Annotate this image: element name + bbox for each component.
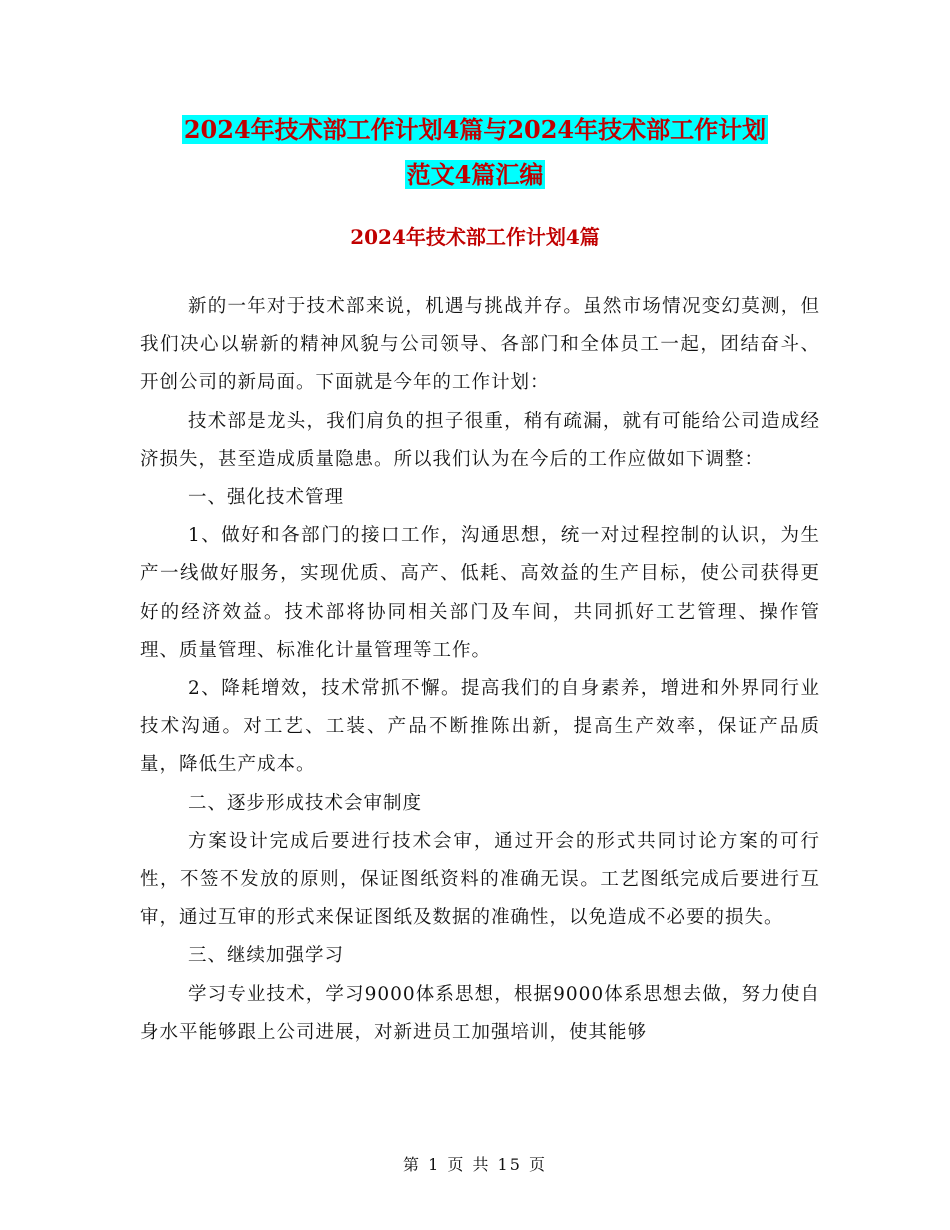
subheading: 三、继续加强学习 <box>188 945 345 967</box>
page-footer <box>0 1152 950 1175</box>
paragraph: 2、降耗增效，技术常抓不懈。提高我们的自身素养，增进和外界同行业技术沟通。对工艺、工装、产品不断推陈出新，提高生产效率，保证产品质量，降低生产成本。 <box>140 678 820 776</box>
document-title <box>0 110 950 150</box>
subheading: 二、逐步形成技术会审制度 <box>188 792 423 814</box>
document-title-line-1: 2024年技术部工作计划4篇与2024年技术部工作计划 <box>183 115 767 144</box>
paragraph: 方案设计完成后要进行技术会审，通过开会的形式共同讨论方案的可行性，不签不发放的原则，保证图纸资料的准确无误。工艺图纸完成后要进行互审，通过互审的形式来保证图纸及数据的准确性，以免造成不必要的损失。 <box>140 830 820 929</box>
paragraph: 技术部是龙头，我们肩负的担子很重，稍有疏漏，就有可能给公司造成经济损失，甚至造成质量隐患。所以我们认为在今后的工作应做如下调整： <box>140 410 820 470</box>
document-title-continued <box>0 155 950 195</box>
section-heading: 2024年技术部工作计划4篇 <box>350 225 600 249</box>
subheading: 一、强化技术管理 <box>188 487 345 509</box>
paragraph: 新的一年对于技术部来说，机遇与挑战并存。虽然市场情况变幻莫测，但我们决心以崭新的精神风貌与公司领导、各部门和全体员工一起，团结奋斗、开创公司的新局面。下面就是今年的工作计划： <box>140 296 820 394</box>
page-indicator: 第 1 页 共 15 页 <box>403 1155 547 1174</box>
document-body <box>140 288 820 1052</box>
paragraph: 1、做好和各部门的接口工作，沟通思想，统一对过程控制的认识，为生产一线做好服务，实现优质、高产、低耗、高效益的生产目标，使公司获得更好的经济效益。技术部将协同相关部门及车间，共同抓好工艺管理、操作管理、质量管理、标准化计量管理等工作。 <box>140 525 820 661</box>
document-title-line-2: 范文4篇汇编 <box>406 160 544 189</box>
paragraph: 学习专业技术，学习9000体系思想，根据9000体系思想去做，努力使自身水平能够跟上公司进展，对新进员工加强培训，使其能够 <box>140 983 820 1043</box>
